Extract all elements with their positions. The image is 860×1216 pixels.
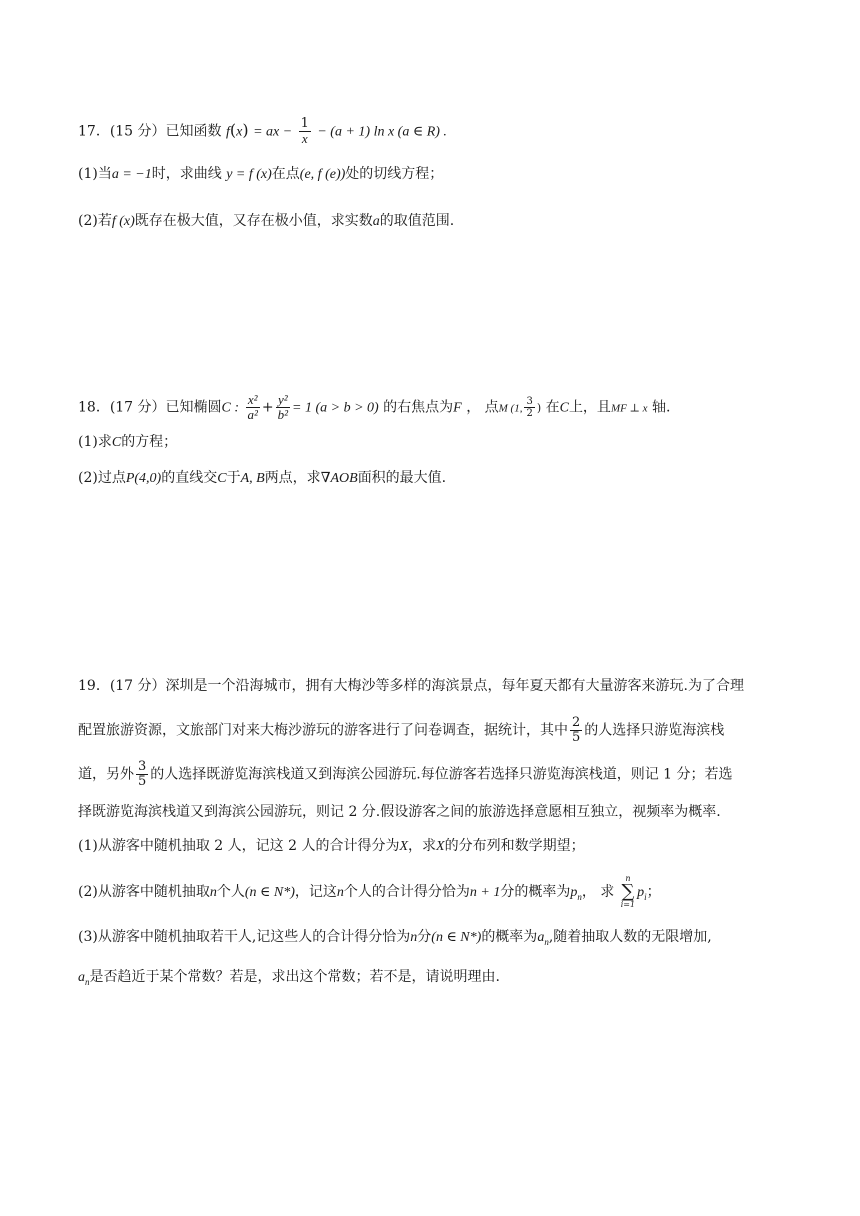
q19-part3: (3)从游客中随机抽取若干人,记这些人的合计得分恰为n分(n ∈ N*)的概率为$a_n$,随着抽取人数的无限增加, — [78, 929, 712, 947]
q19-summation: n ∑ i=1 — [620, 874, 636, 909]
q17-part2: (2)若f (x)既存在极大值，又存在极小值，求实数a的取值范围. — [78, 213, 455, 229]
q19-part3-cont: $a_n$是否趋近于某个常数？若是，求出这个常数；若不是，请说明理由. — [78, 969, 500, 987]
q18-y-fraction: $\frac{\text{y²}}{\text{b²}}$ — [277, 392, 289, 422]
q18-triangle: ∇AOB — [320, 471, 358, 486]
q19-line1: 19．(17 分）深圳是一个沿海城市，拥有大梅沙等多样的海滨景点，每年夏天都有大量游客来游玩.为了合理 — [78, 678, 744, 694]
q17-fraction: $\frac{1}{x}$ — [300, 116, 309, 146]
q17-func-rhs-a: = ax − — [253, 124, 293, 140]
q17-curve: y = f (x) — [226, 167, 272, 182]
q18-x-fraction: $\frac{\text{x²}}{\text{a²}}$ — [247, 392, 258, 422]
q18-point-p: P(4,0) — [125, 471, 162, 486]
q17-func-name: f — [226, 124, 230, 140]
q18-ellipse-name: C : — [221, 400, 240, 416]
q17-stem: 17．(15 分）已知函数 f(x) = ax − $\frac{1}{x}$ − (a + 1) ln x (a ∈ R) . — [78, 116, 447, 146]
q18-m-fraction: $\frac{3}{2}$ — [526, 396, 533, 419]
q18-part1: (1)求C的方程； — [78, 434, 178, 450]
q19-cond-3: (n ∈ N*) — [431, 930, 482, 945]
q17-part1: (1)当a = −1时，求曲线 y = f (x)在点(e, f (e))处的切线方程； — [78, 166, 444, 182]
q18-focus: F — [453, 400, 462, 416]
q19-part1: (1)从游客中随机抽取 2 人，记这 2 人的合计得分为X，求X的分布列和数学期望； — [78, 838, 585, 854]
q19-fraction-1: $\frac{2}{5}$ — [572, 715, 581, 745]
q18-part2: (2)过点P(4,0)的直线交C于A, B两点，求∇AOB面积的最大值. — [78, 470, 447, 486]
q17-func-rhs-b: − (a + 1) ln x (a ∈ R) . — [317, 124, 447, 140]
q18-point-m: M (1, — [498, 402, 523, 415]
q17-cond: a = −1 — [111, 167, 152, 182]
q19-line2: 配置旅游资源，文旅部门对来大梅沙游玩的游客进行了问卷调查，据统计，其中 $\frac{2}{5}$ 的人选择只游览海滨栈 — [78, 715, 725, 745]
q17-head: 17．(15 分）已知函数 — [78, 123, 222, 140]
q18-head: 18．(17 分）已知椭圆 — [78, 399, 222, 416]
q19-fraction-2: $\frac{3}{5}$ — [138, 759, 147, 789]
q19-line3: 道，另外 $\frac{3}{5}$ 的人选择既游览海滨栈道又到海滨公园游玩.每位游客若选择只游览海滨栈道，则记 1 分；若选 — [78, 759, 733, 789]
q19-line4: 择既游览海滨栈道又到海滨公园游玩，则记 2 分.假设游客之间的旅游选择意愿相互独立，视频率为概率. — [78, 804, 721, 820]
q18-eq-rest: = 1 (a > b > 0) — [292, 400, 379, 416]
q17-point: (e, f (e)) — [299, 167, 346, 182]
q18-perp: MF ⊥ x — [610, 402, 648, 415]
q19-cond-2: (n ∈ N*) — [244, 885, 295, 900]
q19-part2: (2)从游客中随机抽取n个人(n ∈ N*)，记这n个人的合计得分恰为n + 1分的概率为$p_n$， 求 n ∑ i=1 $p_i$； — [78, 874, 661, 909]
q18-stem: 18．(17 分）已知椭圆C : $\frac{\text{x²}}{\text{a²}}$ + $\frac{\text{y²}}{\text{b²}}$ = 1 (a > b > 0) 的右焦点为F ， 点M (1, $\frac{3}{2}$ ) 在C上，且MF ⊥ x 轴. — [78, 392, 671, 422]
